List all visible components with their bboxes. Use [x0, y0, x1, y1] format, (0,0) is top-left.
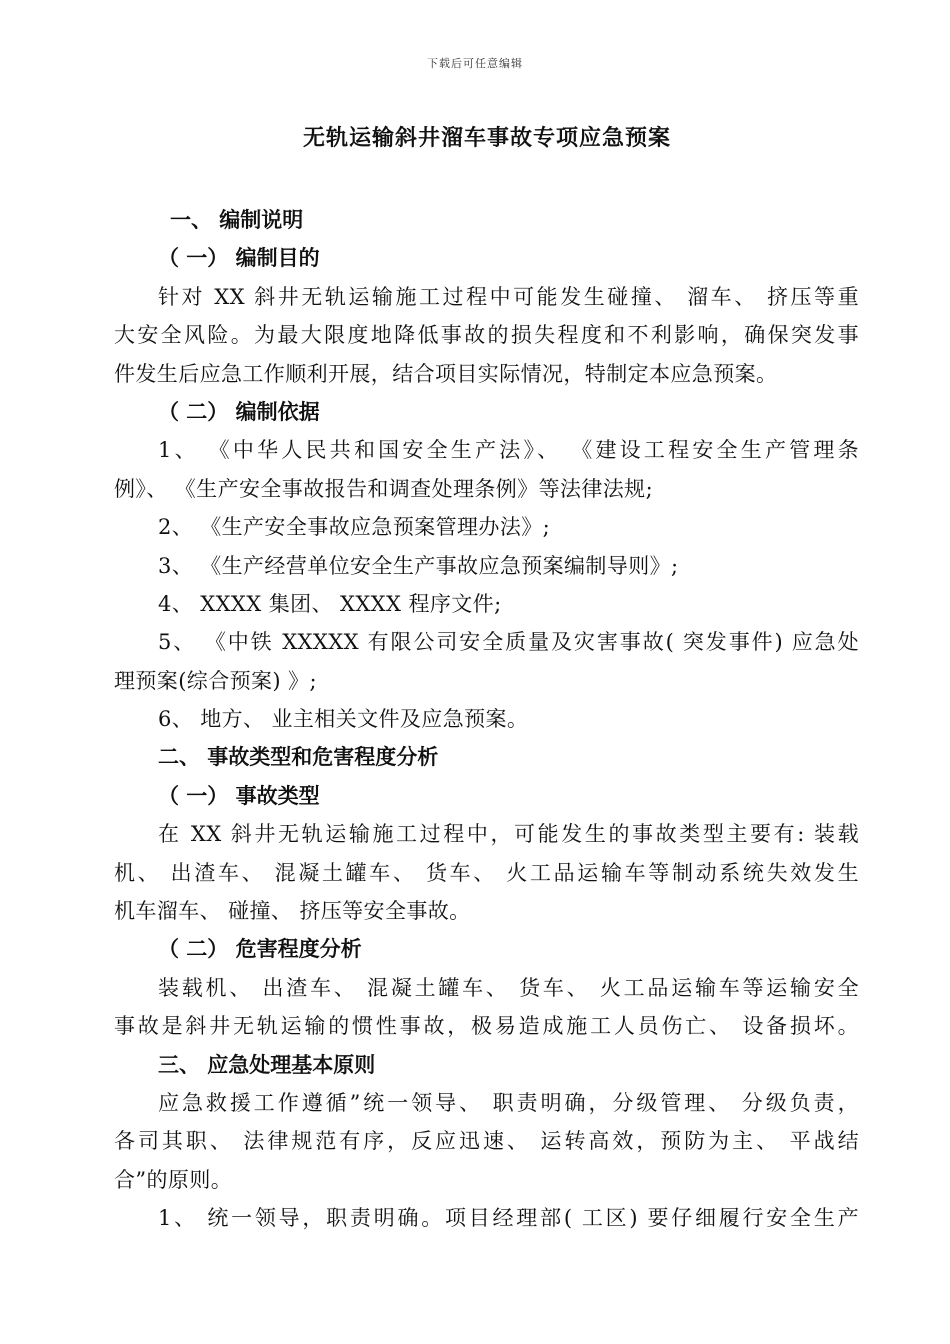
section-heading-3: 三、 应急处理基本原则: [158, 1052, 376, 1077]
list-item: 4、 XXXX 集团、 XXXX 程序文件;: [158, 591, 502, 616]
paragraph-line: 机车溜车、 碰撞、 挤压等安全事故。: [114, 899, 471, 924]
paragraph-line: 合”的原则。: [114, 1167, 233, 1192]
subsection-heading-2-2: （ 二） 危害程度分析: [158, 937, 362, 962]
subsection-heading-1-1: （ 一） 编制目的: [158, 246, 320, 271]
paragraph-line: 大安全风险。为最大限度地降低事故的损失程度和不利影响，确保突发事: [114, 323, 859, 348]
paragraph-line: 在 XX 斜井无轨运输施工过程中，可能发生的事故类型主要有: 装载: [158, 822, 859, 847]
subsection-heading-2-1: （ 一） 事故类型: [158, 783, 320, 808]
header-note: 下载后可任意编辑: [427, 57, 523, 70]
list-item: 2、 《生产安全事故应急预案管理办法》;: [158, 515, 551, 540]
paragraph-line: 机、 出渣车、 混凝土罐车、 货车、 火工品运输车等制动系统失效发生: [114, 860, 859, 885]
list-item-line: 理预案(综合预案) 》;: [114, 668, 317, 693]
list-item-line: 1、 统一领导，职责明确。项目经理部( 工区) 要仔细履行安全生产: [158, 1206, 859, 1231]
section-heading-1: 一、 编制说明: [170, 208, 304, 232]
list-item-line: 5、 《中铁 XXXXX 有限公司安全质量及灾害事故( 突发事件) 应急处: [158, 630, 859, 655]
section-heading-2: 二、 事故类型和危害程度分析: [158, 745, 439, 770]
list-item: 3、 《生产经营单位安全生产事故应急预案编制导则》;: [158, 553, 679, 578]
subsection-heading-1-2: （ 二） 编制依据: [158, 399, 320, 424]
document-body: [114, 201, 859, 1238]
paragraph-line: 事故是斜井无轨运输的惯性事故，极易造成施工人员伤亡、 设备损坏。: [114, 1014, 859, 1039]
paragraph-line: 件发生后应急工作顺利开展，结合项目实际情况，特制定本应急预案。: [114, 361, 778, 386]
list-item-line: 例》、 《生产安全事故报告和调查处理条例》等法律法规;: [114, 476, 654, 501]
list-item: 6、 地方、 业主相关文件及应急预案。: [158, 707, 529, 732]
paragraph-line: 各司其职、 法律规范有序，反应迅速、 运转高效，预防为主、 平战结: [114, 1129, 859, 1154]
paragraph-line: 针对 XX 斜井无轨运输施工过程中可能发生碰撞、 溜车、 挤压等重: [158, 284, 859, 309]
list-item-line: 1、 《中华人民共和国安全生产法》、 《建设工程安全生产管理条: [158, 438, 859, 463]
paragraph-line: 装载机、 出渣车、 混凝土罐车、 货车、 火工品运输车等运输安全: [158, 975, 859, 1000]
paragraph-line: 应急救援工作遵循”统一领导、 职责明确，分级管理、 分级负责，: [158, 1090, 859, 1115]
document-title: 无轨运输斜井溜车事故专项应急预案: [302, 126, 671, 151]
